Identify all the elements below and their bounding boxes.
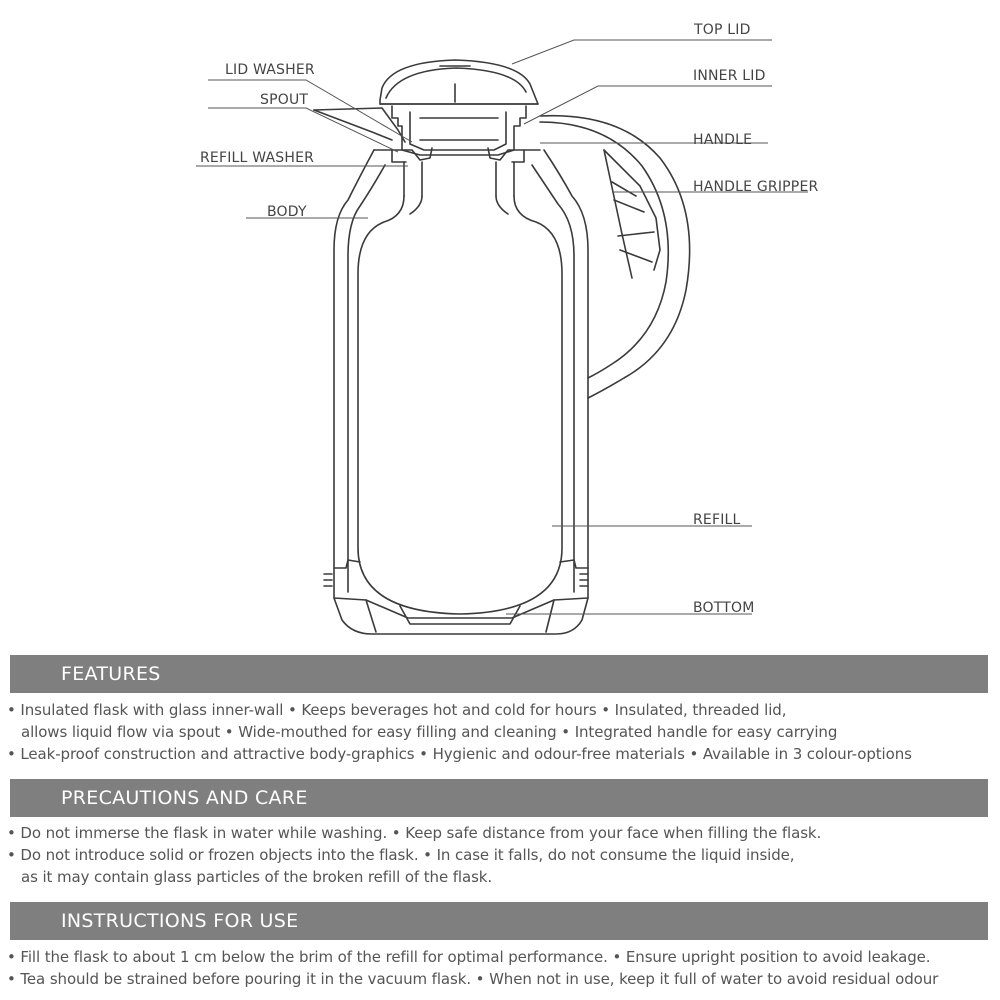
instructions-line: • Tea should be strained before pouring it in the vacuum flask. • When not in use, keep it full of water to avoid residual odour	[7, 970, 939, 988]
label-refill: REFILL	[693, 512, 741, 528]
label-bottom: BOTTOM	[693, 600, 755, 616]
body-shape	[334, 150, 588, 634]
label-top-lid: TOP LID	[694, 22, 751, 38]
features-line: • Leak-proof construction and attractive body-graphics • Hygienic and odour-free materials • Available in 3 colour-options	[7, 745, 912, 763]
features-heading: FEATURES	[10, 655, 988, 693]
precautions-text	[7, 822, 992, 888]
inner-lid-shape	[392, 106, 526, 155]
precautions-line: • Do not immerse the flask in water while washing. • Keep safe distance from your face when filling the flask.	[7, 824, 822, 842]
features-line: allows liquid flow via spout • Wide-mouthed for easy filling and cleaning • Integrated handle for easy carrying	[21, 723, 838, 741]
precautions-line: • Do not introduce solid or frozen objects into the flask. • In case it falls, do not consume the liquid inside,	[7, 846, 795, 864]
label-body: BODY	[267, 204, 307, 220]
features-line: • Insulated flask with glass inner-wall • Keeps beverages hot and cold for hours • Insulated, threaded lid,	[7, 701, 787, 719]
label-lid-washer: LID WASHER	[225, 62, 315, 78]
label-handle-gripper: HANDLE GRIPPER	[693, 179, 819, 195]
label-inner-lid: INNER LID	[693, 68, 766, 84]
precautions-line: as it may contain glass particles of the broken refill of the flask.	[21, 868, 493, 886]
features-text	[7, 699, 992, 765]
bottom-shape	[324, 560, 588, 632]
instructions-line: • Fill the flask to about 1 cm below the brim of the refill for optimal performance. • Ensure upright position to avoid leakage.	[7, 948, 931, 966]
label-refill-washer: REFILL WASHER	[200, 150, 315, 166]
precautions-heading: PRECAUTIONS AND CARE	[10, 779, 988, 817]
label-handle: HANDLE	[693, 132, 753, 148]
refill-shape	[358, 196, 562, 614]
instructions-heading: INSTRUCTIONS FOR USE	[10, 902, 988, 940]
label-spout: SPOUT	[260, 92, 309, 108]
top-lid-shape	[380, 60, 538, 104]
instructions-text	[7, 946, 992, 990]
